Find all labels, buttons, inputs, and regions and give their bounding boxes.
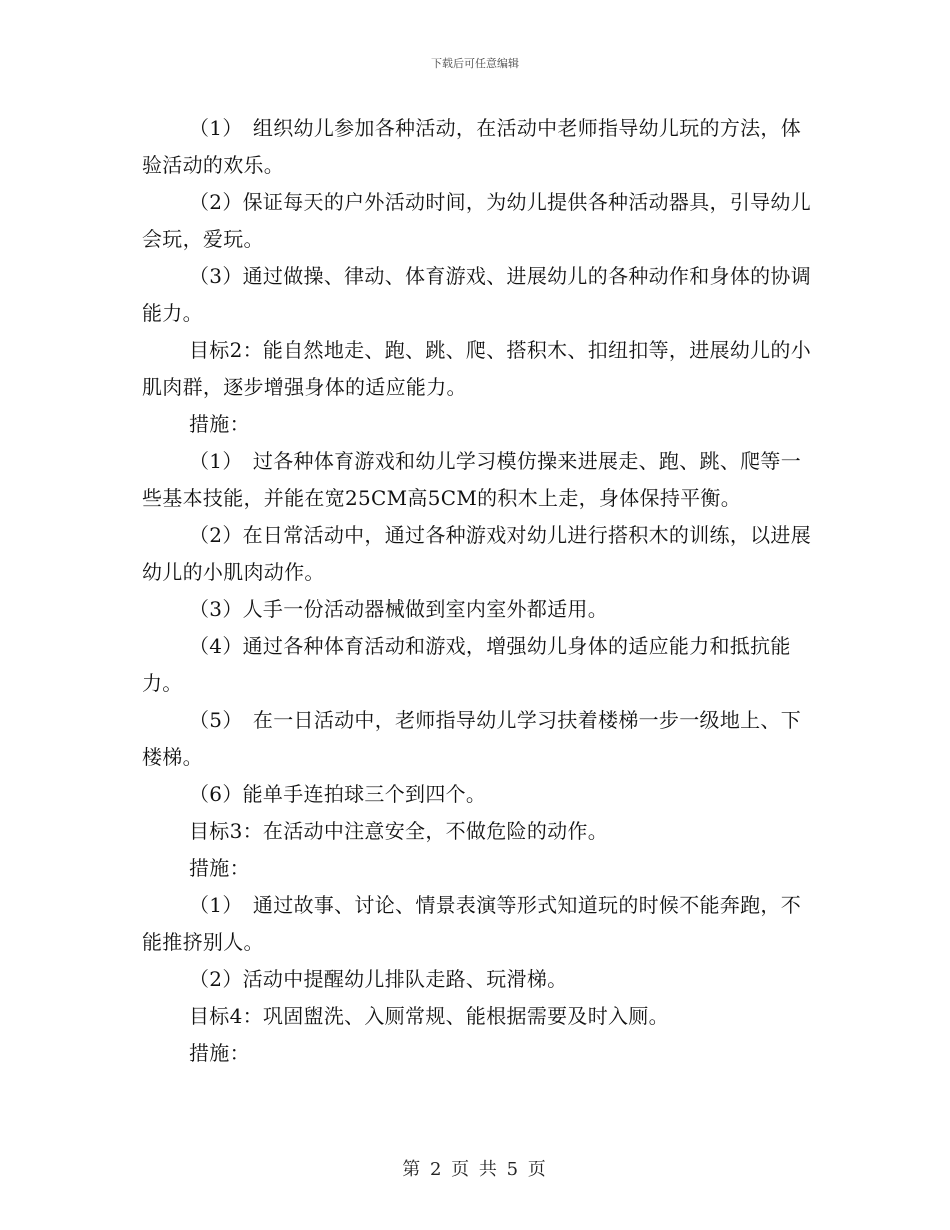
paragraph-measures-2: 措施： bbox=[189, 856, 250, 880]
paragraph-3: （3）通过做操、律动、体育游戏、进展幼儿的各种动作和身体的协调能力。 bbox=[142, 264, 812, 325]
page-header-note: 下载后可任意编辑 bbox=[431, 57, 519, 70]
paragraph-14: （1） 通过故事、讨论、情景表演等形式知道玩的时候不能奔跑，不能推挤别人。 bbox=[142, 893, 802, 954]
paragraph-10: （5） 在一日活动中，老师指导幼儿学习扶着楼梯一步一级地上、下楼梯。 bbox=[142, 708, 802, 769]
paragraph-7: （2）在日常活动中，通过各种游戏对幼儿进行搭积木的训练，以进展幼儿的小肌肉动作。 bbox=[142, 523, 812, 584]
paragraph-1: （1） 组织幼儿参加各种活动，在活动中老师指导幼儿玩的方法，体验活动的欢乐。 bbox=[142, 116, 802, 177]
paragraph-6: （1） 过各种体育游戏和幼儿学习模仿操来进展走、跑、跳、爬等一些基本技能，并能在宽25CM高5CM的积木上走，身体保持平衡。 bbox=[142, 449, 802, 510]
document-body bbox=[142, 110, 812, 1072]
paragraph-11: （6）能单手连拍球三个到四个。 bbox=[189, 782, 487, 806]
paragraph-measures-1: 措施： bbox=[189, 412, 250, 436]
paragraph-goal-4: 目标4：巩固盥洗、入厕常规、能根据需要及时入厕。 bbox=[189, 1004, 669, 1028]
paragraph-8: （3）人手一份活动器械做到室内室外都适用。 bbox=[189, 597, 609, 621]
paragraph-15: （2）活动中提醒幼儿排队走路、玩滑梯。 bbox=[189, 967, 568, 991]
paragraph-goal-3: 目标3：在活动中注意安全，不做危险的动作。 bbox=[189, 819, 609, 843]
paragraph-goal-2: 目标2：能自然地走、跑、跳、爬、搭积木、扣纽扣等，进展幼儿的小肌肉群，逐步增强身体的适应能力。 bbox=[142, 338, 812, 399]
page-number: 第 2 页 共 5 页 bbox=[402, 1159, 548, 1180]
paragraph-2: （2）保证每天的户外活动时间，为幼儿提供各种活动器具，引导幼儿会玩，爱玩。 bbox=[142, 190, 812, 251]
paragraph-measures-3: 措施： bbox=[189, 1041, 250, 1065]
paragraph-9: （4）通过各种体育活动和游戏，增强幼儿身体的适应能力和抵抗能力。 bbox=[142, 634, 791, 695]
